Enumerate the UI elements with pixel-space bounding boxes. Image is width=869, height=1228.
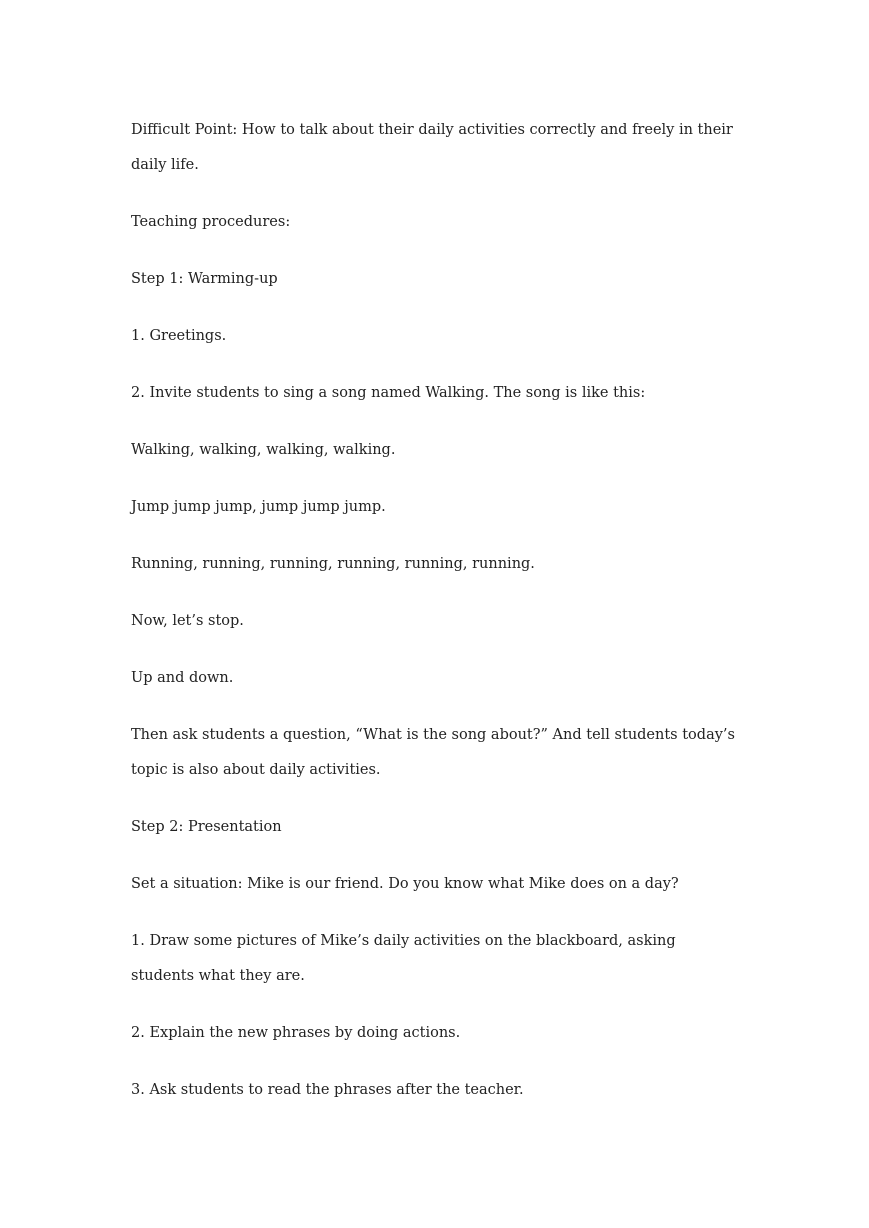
- song-line: Up and down.: [131, 670, 234, 686]
- situation-paragraph: Set a situation: Mike is our friend. Do you know what Mike does on a day?: [131, 876, 679, 892]
- song-line: Jump jump jump, jump jump jump.: [131, 499, 386, 515]
- list-item: 2. Explain the new phrases by doing actions.: [131, 1025, 461, 1041]
- difficult-point-paragraph: Difficult Point: How to talk about their daily activities correctly and freely in their daily life.: [131, 122, 738, 173]
- question-paragraph: Then ask students a question, “What is the song about?” And tell students today’s topic is also about daily activities.: [131, 727, 740, 778]
- song-line: Running, running, running, running, running, running.: [131, 556, 535, 572]
- song-line: Now, let’s stop.: [131, 613, 244, 629]
- list-item: 1. Greetings.: [131, 328, 227, 344]
- teaching-procedures-heading: Teaching procedures:: [131, 214, 291, 230]
- list-item: 3. Ask students to read the phrases after the teacher.: [131, 1082, 524, 1098]
- step-1-heading: Step 1: Warming-up: [131, 271, 278, 287]
- list-item: 2. Invite students to sing a song named Walking. The song is like this:: [131, 385, 646, 401]
- step-2-heading: Step 2: Presentation: [131, 819, 282, 835]
- song-line: Walking, walking, walking, walking.: [131, 442, 396, 458]
- document-body: [131, 113, 741, 1130]
- list-item: 1. Draw some pictures of Mike’s daily activities on the blackboard, asking students what they are.: [131, 933, 681, 984]
